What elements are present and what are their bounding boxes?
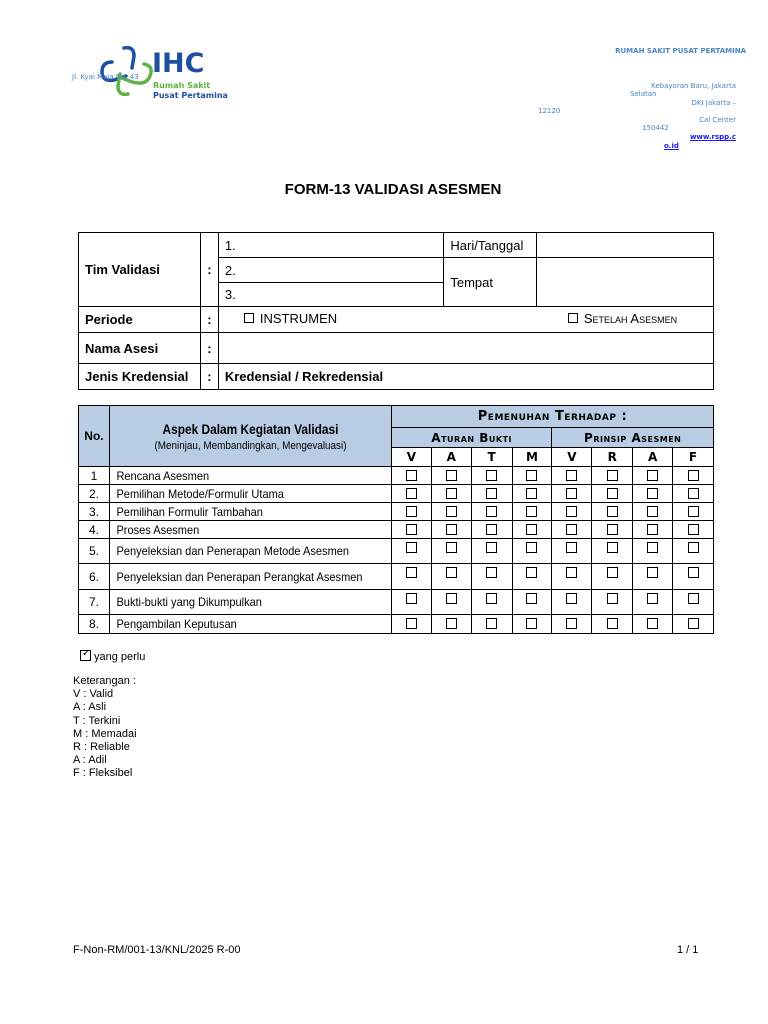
checkbox-cell[interactable] (512, 615, 552, 634)
checkbox-icon[interactable] (647, 470, 658, 481)
checkbox-cell[interactable] (391, 521, 431, 539)
checkbox-icon[interactable] (566, 542, 577, 553)
call-center: Cal Center (699, 116, 736, 124)
checkbox-icon[interactable] (486, 593, 497, 604)
checkbox-cell[interactable] (673, 521, 714, 539)
checkbox-icon[interactable] (446, 524, 457, 535)
checkbox-cell[interactable] (592, 467, 633, 485)
checkbox-cell[interactable] (391, 564, 431, 590)
checkbox-icon[interactable] (406, 542, 417, 553)
row-aspek: Pengambilan Keputusan (116, 617, 237, 631)
checkbox-icon[interactable] (566, 488, 577, 499)
checkbox-cell[interactable] (512, 467, 552, 485)
hari-tanggal-field[interactable] (537, 233, 714, 258)
checkbox-cell[interactable] (391, 467, 431, 485)
checkbox-cell[interactable] (471, 503, 512, 521)
checkbox-icon[interactable] (568, 313, 578, 323)
keterangan-item: R : Reliable (73, 741, 130, 754)
checkbox-cell[interactable] (471, 539, 512, 564)
checkbox-icon[interactable] (647, 567, 658, 578)
checkbox-cell[interactable] (391, 503, 431, 521)
checkbox-cell[interactable] (431, 503, 471, 521)
checkbox-icon[interactable] (526, 542, 537, 553)
checkbox-cell[interactable] (552, 539, 592, 564)
table-row (79, 467, 714, 485)
checkbox-icon[interactable] (526, 506, 537, 517)
checkbox-icon[interactable] (647, 506, 658, 517)
checkbox-icon[interactable] (244, 313, 254, 323)
checkbox-icon[interactable] (526, 593, 537, 604)
member-3[interactable]: 3. (218, 283, 444, 307)
prinsip-asesmen-header: Prinsip Asesmen (552, 428, 714, 448)
checkbox-icon[interactable] (486, 506, 497, 517)
checkbox-cell[interactable] (431, 485, 471, 503)
aspek-title: Aspek Dalam Kegiatan Validasi (162, 420, 339, 437)
row-number: 5. (79, 539, 110, 564)
col-letter: V (391, 448, 431, 467)
table-row (79, 615, 714, 634)
checkbox-cell[interactable] (431, 590, 471, 615)
keterangan-item: F : Fleksibel (73, 767, 133, 780)
row-number: 3. (79, 503, 110, 521)
checkbox-icon[interactable] (406, 567, 417, 578)
checkbox-icon[interactable] (486, 618, 497, 629)
periode-label: Periode (79, 307, 201, 333)
checkbox-cell[interactable] (431, 467, 471, 485)
checkbox-icon[interactable] (446, 593, 457, 604)
row-number: 6. (79, 564, 110, 590)
checkbox-cell[interactable] (592, 485, 633, 503)
checkbox-cell[interactable] (431, 539, 471, 564)
checkbox-icon[interactable] (486, 470, 497, 481)
checkbox-icon[interactable] (607, 593, 618, 604)
checkbox-cell[interactable] (512, 521, 552, 539)
checkbox-icon[interactable] (647, 488, 658, 499)
row-aspek-cell (109, 503, 391, 521)
checkbox-cell[interactable] (633, 615, 673, 634)
checkbox-icon[interactable] (566, 524, 577, 535)
checkbox-icon[interactable] (688, 488, 699, 499)
checkbox-icon[interactable] (607, 567, 618, 578)
row-aspek: Bukti-bukti yang Dikumpulkan (116, 595, 262, 609)
aspek-subtitle: (Meninjau, Membandingkan, Mengevaluasi) (154, 439, 347, 452)
checkbox-icon[interactable] (607, 506, 618, 517)
pemenuhan-header: Pemenuhan Terhadap : (391, 406, 713, 428)
col-letter: F (673, 448, 714, 467)
checkbox-icon[interactable] (688, 567, 699, 578)
checkbox-cell[interactable] (471, 590, 512, 615)
tim-validasi-label: Tim Validasi (79, 233, 201, 307)
checkbox-cell[interactable] (592, 539, 633, 564)
checkbox-icon[interactable] (406, 593, 417, 604)
jenis-kredensial-label: Jenis Kredensial (79, 364, 201, 390)
checkbox-cell[interactable] (673, 539, 714, 564)
checkbox-icon[interactable] (526, 567, 537, 578)
checkbox-cell[interactable] (633, 467, 673, 485)
checkbox-icon[interactable] (688, 618, 699, 629)
checkbox-cell[interactable] (633, 539, 673, 564)
row-aspek-cell (109, 485, 391, 503)
col-letter: M (512, 448, 552, 467)
checkbox-cell[interactable] (633, 590, 673, 615)
note-text: yang perlu (94, 651, 146, 663)
address-left: Jl. Kyai Maja No. 43 (72, 73, 139, 81)
checkbox-icon[interactable] (607, 524, 618, 535)
checked-box-icon: ✓ (82, 648, 91, 659)
col-letter: A (431, 448, 471, 467)
row-aspek-cell (109, 467, 391, 485)
row-number: 8. (79, 615, 110, 634)
checkbox-cell[interactable] (512, 564, 552, 590)
checkbox-icon[interactable] (688, 542, 699, 553)
checkbox-icon[interactable] (406, 488, 417, 499)
checkbox-cell[interactable] (552, 485, 592, 503)
checkbox-icon[interactable] (486, 488, 497, 499)
checkbox-icon[interactable] (647, 524, 658, 535)
address-line1: Kebayoran Baru, Jakarta (651, 82, 736, 90)
checkbox-cell[interactable] (391, 539, 431, 564)
info-table (78, 232, 714, 390)
checkbox-icon[interactable] (526, 524, 537, 535)
checkbox-cell[interactable] (391, 615, 431, 634)
page-number: 1 / 1 (677, 944, 699, 956)
row-aspek: Rencana Asesmen (116, 468, 210, 483)
keterangan-item: A : Adil (73, 754, 107, 767)
checkbox-icon[interactable] (566, 506, 577, 517)
checkbox-icon[interactable] (446, 618, 457, 629)
checkbox-icon[interactable] (406, 506, 417, 517)
checkbox-icon[interactable] (406, 618, 417, 629)
table-row (79, 539, 714, 564)
option-instrumen[interactable] (244, 311, 337, 326)
checkbox-cell[interactable] (592, 564, 633, 590)
checkbox-icon[interactable] (647, 593, 658, 604)
checkbox-icon[interactable] (607, 488, 618, 499)
row-aspek-cell (109, 615, 391, 634)
checkbox-icon[interactable] (526, 488, 537, 499)
checkbox-cell[interactable] (673, 564, 714, 590)
checkbox-icon[interactable] (647, 542, 658, 553)
keterangan (73, 675, 137, 781)
colon: : (200, 364, 218, 390)
row-aspek: Pemilihan Metode/Formulir Utama (116, 486, 284, 501)
postal-code: 12120 (538, 107, 561, 115)
checkbox-icon[interactable] (486, 542, 497, 553)
page-title: FORM-13 VALIDASI ASESMEN (284, 181, 502, 198)
checkbox-icon[interactable] (446, 567, 457, 578)
table-row (79, 590, 714, 615)
checkbox-cell[interactable] (673, 485, 714, 503)
logo-brand: IHC (152, 48, 205, 79)
checkbox-icon[interactable] (566, 618, 577, 629)
aspek-header (109, 406, 391, 467)
checkbox-icon[interactable] (446, 542, 457, 553)
ihc-logo-icon (98, 42, 154, 98)
tempat-label: Tempat (444, 258, 537, 307)
website-link[interactable]: www.rspp.c (689, 133, 736, 141)
checkbox-icon[interactable] (607, 618, 618, 629)
checkbox-cell[interactable] (512, 590, 552, 615)
row-aspek-cell (109, 590, 391, 615)
nama-asesi-label: Nama Asesi (79, 333, 201, 364)
option-setelah-label: Setelah Asesmen (583, 311, 678, 326)
checkbox-icon[interactable] (566, 470, 577, 481)
keterangan-item: V : Valid (73, 688, 114, 701)
checkbox-cell[interactable] (391, 590, 431, 615)
keterangan-item: A : Asli (73, 701, 107, 714)
checkbox-icon[interactable] (688, 593, 699, 604)
col-letter: V (552, 448, 592, 467)
checkbox-cell[interactable] (592, 503, 633, 521)
checkbox-cell[interactable] (471, 467, 512, 485)
member-2[interactable]: 2. (218, 258, 444, 283)
row-number: 7. (79, 590, 110, 615)
checkbox-cell[interactable] (552, 503, 592, 521)
checkbox-cell[interactable] (673, 467, 714, 485)
checkbox-icon[interactable] (446, 470, 457, 481)
table-row (79, 564, 714, 590)
checkbox-icon[interactable] (446, 488, 457, 499)
checkbox-icon[interactable] (688, 506, 699, 517)
option-setelah-asesmen[interactable] (568, 311, 677, 326)
phone: 150442 (642, 124, 669, 132)
checkbox-cell[interactable] (431, 564, 471, 590)
table-row (79, 485, 714, 503)
checkbox-icon[interactable] (688, 470, 699, 481)
checkbox-cell[interactable] (552, 590, 592, 615)
row-aspek: Penyeleksian dan Penerapan Perangkat Asesmen (116, 569, 363, 584)
legend-note (80, 650, 145, 663)
checkbox-cell[interactable] (512, 503, 552, 521)
periode-options (218, 307, 713, 333)
col-letter: A (633, 448, 673, 467)
checkbox-cell[interactable] (633, 485, 673, 503)
checkbox-cell[interactable] (471, 615, 512, 634)
checkbox-cell[interactable] (592, 521, 633, 539)
address-line3: DKI Jakarta – (691, 99, 736, 107)
validation-table (78, 405, 714, 634)
checkbox-cell[interactable] (512, 485, 552, 503)
no-header: No. (79, 406, 110, 467)
col-letter: T (471, 448, 512, 467)
checkbox-cell[interactable] (673, 590, 714, 615)
row-number: 4. (79, 521, 110, 539)
checkbox-cell[interactable] (391, 485, 431, 503)
row-number: 2. (79, 485, 110, 503)
checkbox-icon[interactable] (486, 567, 497, 578)
checkbox-cell[interactable] (633, 521, 673, 539)
option-instrumen-label: INSTRUMEN (259, 311, 338, 326)
checkbox-cell[interactable] (673, 615, 714, 634)
jenis-kredensial-value: Kredensial / Rekredensial (218, 364, 713, 390)
checkbox-icon[interactable] (607, 470, 618, 481)
table-row (79, 503, 714, 521)
checkbox-cell[interactable] (471, 564, 512, 590)
member-1[interactable]: 1. (218, 233, 444, 258)
colon: : (200, 333, 218, 364)
row-aspek-cell (109, 539, 391, 564)
table-row (79, 521, 714, 539)
row-aspek: Pemilihan Formulir Tambahan (116, 504, 263, 519)
checkbox-icon[interactable] (526, 470, 537, 481)
nama-asesi-field[interactable] (218, 333, 713, 364)
checkbox-cell[interactable] (552, 564, 592, 590)
checkbox-cell[interactable] (552, 615, 592, 634)
checkbox-cell[interactable] (633, 503, 673, 521)
checkbox-cell[interactable] (673, 503, 714, 521)
hospital-name: RUMAH SAKIT PUSAT PERTAMINA (615, 47, 746, 55)
row-aspek-cell (109, 521, 391, 539)
row-number: 1 (79, 467, 110, 485)
hari-tanggal-label: Hari/Tanggal (444, 233, 537, 258)
checkbox-cell[interactable] (431, 615, 471, 634)
checkbox-cell[interactable] (633, 564, 673, 590)
colon: : (200, 233, 218, 307)
checkbox-cell[interactable] (431, 521, 471, 539)
aturan-bukti-header: Aturan Bukti (391, 428, 552, 448)
checkbox-cell[interactable] (471, 521, 512, 539)
address-line2: Selatan (630, 90, 657, 98)
keterangan-title: Keterangan : (73, 675, 136, 687)
checkbox-cell[interactable] (552, 521, 592, 539)
checkbox-icon[interactable] (566, 567, 577, 578)
tempat-field[interactable] (537, 258, 714, 307)
website-link-cont[interactable]: o.id (664, 142, 679, 150)
checkbox-cell[interactable] (512, 539, 552, 564)
checkbox-icon[interactable] (486, 524, 497, 535)
keterangan-item: M : Memadai (73, 727, 137, 740)
row-aspek: Penyeleksian dan Penerapan Metode Asesmen (116, 544, 350, 558)
checkbox-cell[interactable] (592, 615, 633, 634)
keterangan-item: T : Terkini (73, 714, 121, 727)
checkbox-icon[interactable] (526, 618, 537, 629)
checkbox-cell[interactable] (552, 467, 592, 485)
checkbox-icon[interactable] (607, 542, 618, 553)
row-aspek: Proses Asesmen (116, 522, 200, 537)
checkbox-icon[interactable] (647, 618, 658, 629)
row-aspek-cell (109, 564, 391, 590)
logo-line2: Pusat Pertamina (153, 91, 228, 100)
checkbox-cell[interactable] (471, 485, 512, 503)
document-code: F-Non-RM/001-13/KNL/2025 R-00 (73, 944, 241, 956)
checkbox-icon[interactable] (406, 524, 417, 535)
logo-line1: Rumah Sakit (153, 81, 211, 90)
checkbox-cell[interactable] (592, 590, 633, 615)
checkbox-icon[interactable] (406, 470, 417, 481)
checkbox-icon[interactable] (446, 506, 457, 517)
checkbox-icon[interactable] (688, 524, 699, 535)
col-letter: R (592, 448, 633, 467)
colon: : (200, 307, 218, 333)
checkbox-icon[interactable] (566, 593, 577, 604)
